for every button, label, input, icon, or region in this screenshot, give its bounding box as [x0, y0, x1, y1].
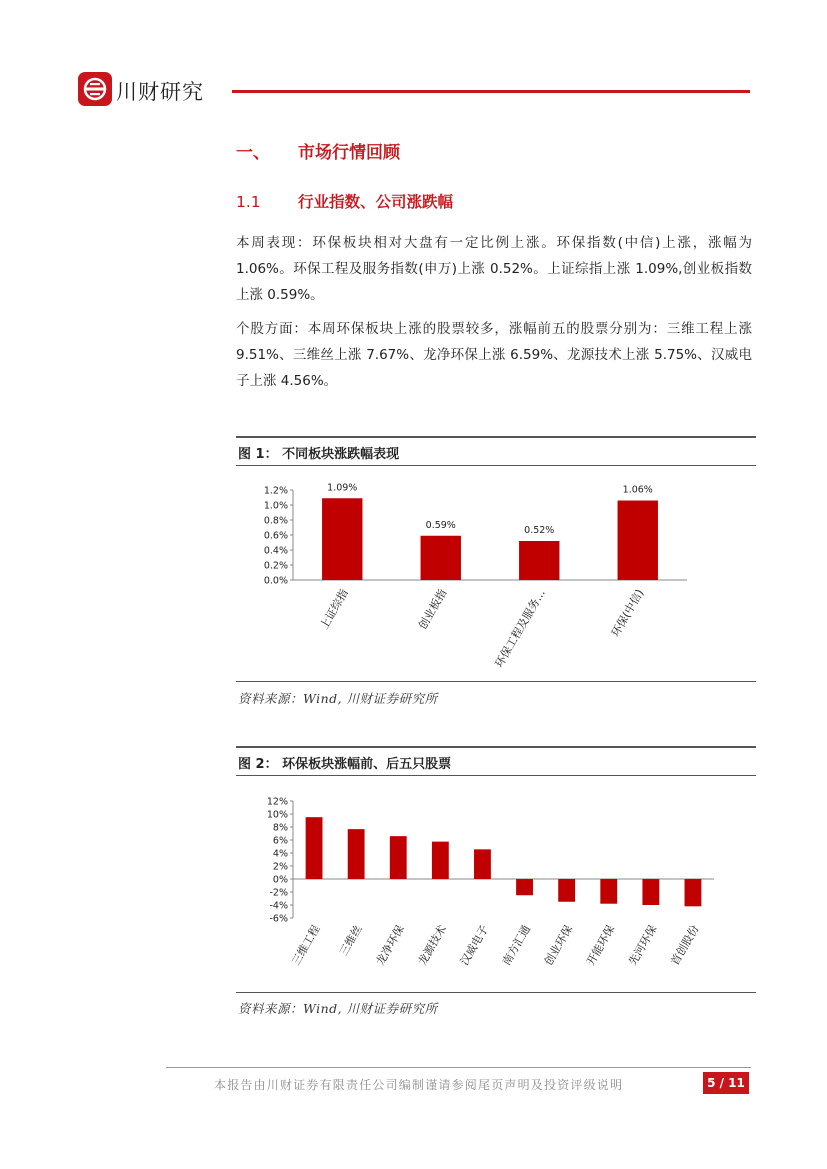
data-label: 0.52%	[524, 525, 555, 536]
bar	[432, 842, 449, 879]
subsection-heading	[236, 190, 453, 212]
footer-disclaimer: 本报告由川财证券有限责任公司编制谨请参阅尾页声明及投资评级说明	[214, 1078, 624, 1092]
bar	[348, 829, 365, 879]
figure-1-title-rule	[236, 465, 756, 466]
bar	[600, 879, 617, 904]
y-tick-label: 1.0%	[263, 500, 288, 512]
bar	[618, 501, 658, 581]
brand-name: 川财研究	[116, 80, 204, 104]
y-tick-label: 12%	[266, 796, 288, 808]
category-label: 龙净环保	[373, 923, 407, 968]
y-tick-label: 10%	[266, 809, 288, 821]
category-label: 龙源技术	[415, 923, 449, 968]
logo-glyph	[82, 76, 108, 102]
y-tick-label: 2%	[272, 861, 288, 873]
y-tick-label: 6%	[272, 835, 288, 847]
figure-2-source: 资料来源：Wind, 川财证券研究所	[238, 1001, 438, 1016]
figure-2-chart	[236, 778, 756, 990]
data-label: 1.09%	[327, 482, 358, 494]
bar	[306, 817, 323, 879]
figure-2-bottom-rule	[236, 992, 756, 993]
figure-2-title: 图 2： 环保板块涨幅前、后五只股票	[238, 757, 452, 772]
bar	[685, 879, 702, 906]
paragraph-individual-stocks: 个股方面：本周环保板块上涨的股票较多，涨幅前五的股票分别为：三维工程上涨 9.51%、三维丝上涨 7.67%、龙净环保上涨 6.59%、龙源技术上涨 5.75%、汉威电子上涨 4.56%。	[236, 321, 752, 389]
bar	[519, 541, 559, 580]
chuancai-logo-icon	[78, 72, 112, 106]
figure-1-chart	[236, 468, 756, 680]
y-tick-label: 0.0%	[263, 575, 288, 587]
bar	[642, 879, 659, 905]
figure-2-top-rule	[236, 746, 756, 748]
category-label: 创业板指	[416, 587, 450, 632]
category-label: 首创股份	[668, 923, 702, 968]
y-tick-label: 0.8%	[263, 515, 288, 527]
bar	[322, 498, 362, 580]
bar	[474, 849, 491, 879]
bar	[390, 836, 407, 879]
y-tick-label: -4%	[269, 900, 288, 912]
y-tick-label: 0.2%	[263, 560, 288, 572]
figure-2-title-rule	[236, 775, 756, 776]
y-tick-label: -2%	[269, 887, 288, 899]
y-tick-label: -6%	[269, 913, 288, 925]
bar	[558, 879, 575, 902]
category-label: 先河环保	[626, 923, 660, 968]
page-number-badge: 5 / 11	[703, 1072, 749, 1094]
y-tick-label: 0.6%	[263, 530, 288, 542]
y-tick-label: 0.4%	[263, 545, 288, 557]
category-label: 创业环保	[541, 923, 576, 968]
y-tick-label: 8%	[272, 822, 288, 834]
data-label: 1.06%	[622, 484, 653, 496]
category-label: 汉威电子	[457, 923, 492, 968]
figure-1-top-rule	[236, 436, 756, 438]
y-tick-label: 0%	[272, 874, 288, 886]
category-label: 上证综指	[317, 587, 351, 632]
section-heading	[236, 138, 400, 163]
section-title: 市场行情回顾	[298, 143, 400, 163]
section-number: 一、	[236, 143, 270, 163]
category-label: 南方汇通	[499, 923, 534, 968]
header-divider	[232, 90, 750, 93]
figure-1-title: 图 1： 不同板块涨跌幅表现	[238, 447, 400, 462]
y-tick-label: 1.2%	[263, 485, 288, 497]
category-label: 环保(中信)	[608, 587, 647, 640]
data-label: 0.59%	[425, 519, 456, 531]
subsection-title: 行业指数、公司涨跌幅	[298, 193, 454, 211]
bar	[421, 536, 461, 580]
footer-divider	[166, 1067, 751, 1068]
category-label: 环保工程及服务…	[492, 587, 548, 670]
paragraph-weekly-performance: 本周表现：环保板块相对大盘有一定比例上涨。环保指数(中信)上涨，涨幅为 1.06%。环保工程及服务指数(申万)上涨 0.52%。上证综指上涨 1.09%,创业板指数上涨 0.59%。	[236, 235, 752, 303]
category-label: 三维工程	[289, 923, 323, 968]
bar	[516, 879, 533, 895]
category-label: 三维丝	[336, 923, 365, 959]
figure-1-source: 资料来源：Wind, 川财证券研究所	[238, 691, 438, 706]
subsection-number: 1.1	[236, 193, 261, 211]
figure-1-bottom-rule	[236, 681, 756, 682]
category-label: 开能环保	[584, 923, 618, 968]
y-tick-label: 4%	[272, 848, 288, 860]
